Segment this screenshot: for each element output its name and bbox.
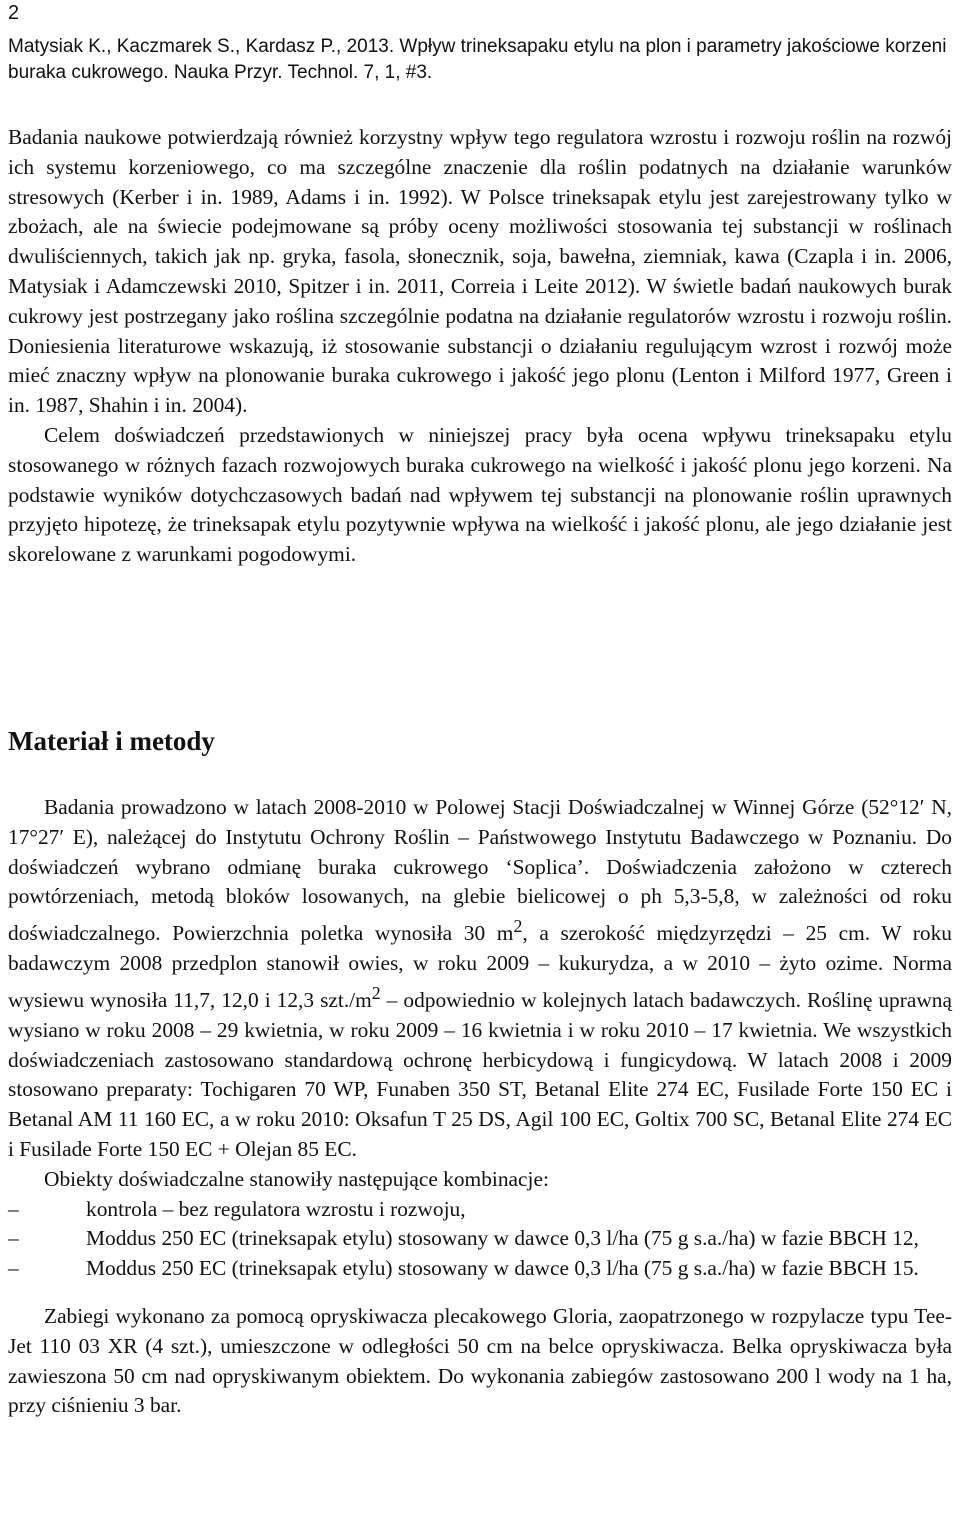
methods-paragraph-3: Zabiegi wykonano za pomocą opryskiwacza plecakowego Gloria, zaopatrzonego w rozpylacze typu Tee-Jet 110 03 XR (4 szt.), umieszczone w odległości 50 cm na belce opryskiwacza. Belka opryskiwacza była zawieszona 50 cm nad opryskiwanym obiektem. Do wykonania zabiegów zastosowano 200 l wody na 1 ha, przy ciśnieniu 3 bar.	[8, 1304, 952, 1418]
intro-paragraph-1: Badania naukowe potwierdzają również korzystny wpływ tego regulatora wzrostu i rozwoju roślin na rozwój ich systemu korzeniowego, co ma szczególne znaczenie dla roślin podatnych na działanie warunków stresowych (Kerber i in. 1989, Adams i in. 1992). W Polsce trineksapak etylu jest zarejestrowany tylko w zbożach, ale na świecie podejmowane są próby oceny możliwości stosowania tej substancji w roślinach dwuliściennych, takich jak np. gryka, fasola, słonecznik, soja, bawełna, ziemniak, kawa (Czapla i in. 2006, Matysiak i Adamczewski 2010, Spitzer i in. 2011, Correia i Leite 2012). W świetle badań naukowych burak cukrowy jest postrzegany jako roślina szczególnie podatna na działanie regulatorów wzrostu i rozwoju roślin. Doniesienia literaturowe wskazują, iż stosowanie substancji o działaniu regulującym wzrost i rozwój może mieć znaczny wpływ na plonowanie buraka cukrowego i jakość jego plonu (Lenton i Milford 1977, Green i in. 1987, Shahin i in. 2004).	[8, 125, 952, 418]
introduction-section	[8, 123, 952, 570]
methods-section	[8, 793, 952, 1421]
list-item-text: Moddus 250 EC (trineksapak etylu) stosowany w dawce 0,3 l/ha (75 g s.a./ha) w fazie BBCH 15.	[86, 1256, 919, 1281]
list-dash: –	[8, 1226, 19, 1251]
methods-p1-part-a: Badania prowadzono w latach 2008-2010 w Polowej Stacji Doświadczalnej w Winnej Górze (52°12′ N, 17°27′ E), należącej do Instytutu Ochrony Roślin – Państwowego Instytutu Badawczego w Poznaniu. Do doświadczeń wybrano odmianę buraka cukrowego ‘Soplica’. Doświadczenia założono w czterech powtórzeniach, metodą bloków losowanych, na glebie bielicowej o ph 5,3-5,8, w zależności od roku doświadczalnego. Powierzchnia poletka wynosiła 30 m	[8, 795, 952, 946]
page-number: 2	[8, 2, 20, 24]
citation-header	[8, 34, 952, 86]
treatment-list	[8, 1195, 952, 1284]
intro-paragraph-2: Celem doświadczeń przedstawionych w niniejszej pracy była ocena wpływu trineksapaku etylu stosowanego w różnych fazach rozwojowych buraka cukrowego na wielkość i jakość plonu jego korzeni. Na podstawie wyników dotychczasowych badań nad wpływem tej substancji na plonowanie roślin uprawnych przyjęto hipotezę, że trineksapak etylu pozytywnie wpływa na wielkość i jakość plonu, ale jego działanie jest skorelowane z warunkami pogodowymi.	[8, 422, 952, 567]
list-item-text: Moddus 250 EC (trineksapak etylu) stosowany w dawce 0,3 l/ha (75 g s.a./ha) w fazie BBCH 12,	[86, 1226, 919, 1251]
citation-line-2: buraka cukrowego. Nauka Przyr. Technol. 7, 1, #3.	[8, 62, 433, 83]
list-item	[8, 1254, 952, 1284]
list-item-text: kontrola – bez regulatora wzrostu i rozwoju,	[86, 1196, 466, 1221]
section-heading: Materiał i metody	[8, 726, 215, 756]
list-item	[8, 1224, 952, 1254]
methods-p1-part-c: – odpowiednio w kolejnych latach badawczych. Roślinę uprawną wysiano w roku 2008 – 29 kwietnia, w roku 2009 – 16 kwietnia i w roku 2010 – 17 kwietnia. We wszystkich doświadczeniach zastosowano standardową ochronę herbicydową i fungicydową. W latach 2008 i 2009 stosowano preparaty: Tochigaren 70 WP, Funaben 350 ST, Betanal Elite 274 EC, Fusilade Forte 150 EC i Betanal AM 11 160 EC, a w roku 2010: Oksafun T 25 DS, Agil 100 EC, Goltix 700 SC, Betanal Elite 274 EC i Fusilade Forte 150 EC + Olejan 85 EC.	[8, 988, 952, 1162]
methods-p1-part-b: , a szerokość międzyrzędzi – 25 cm. W roku badawczym 2008 przedplon stanowił owies, w roku 2009 – kukurydza, a w 2010 – żyto ozime. Norma wysiewu wynosiła 11,7, 12,0 i 12,3 szt./m	[8, 921, 952, 1013]
methods-paragraph-2: Obiekty doświadczalne stanowiły następujące kombinacje:	[44, 1166, 549, 1191]
superscript-area-unit: 2	[513, 916, 523, 937]
citation-line-1: Matysiak K., Kaczmarek S., Kardasz P., 2013. Wpływ trineksapaku etylu na plon i parametry jakościowe korzeni	[8, 36, 947, 57]
list-dash: –	[8, 1256, 19, 1281]
list-dash: –	[8, 1196, 19, 1221]
list-item	[8, 1195, 952, 1225]
methods-paragraph-1	[8, 793, 952, 1165]
superscript-density-unit: 2	[371, 982, 381, 1003]
